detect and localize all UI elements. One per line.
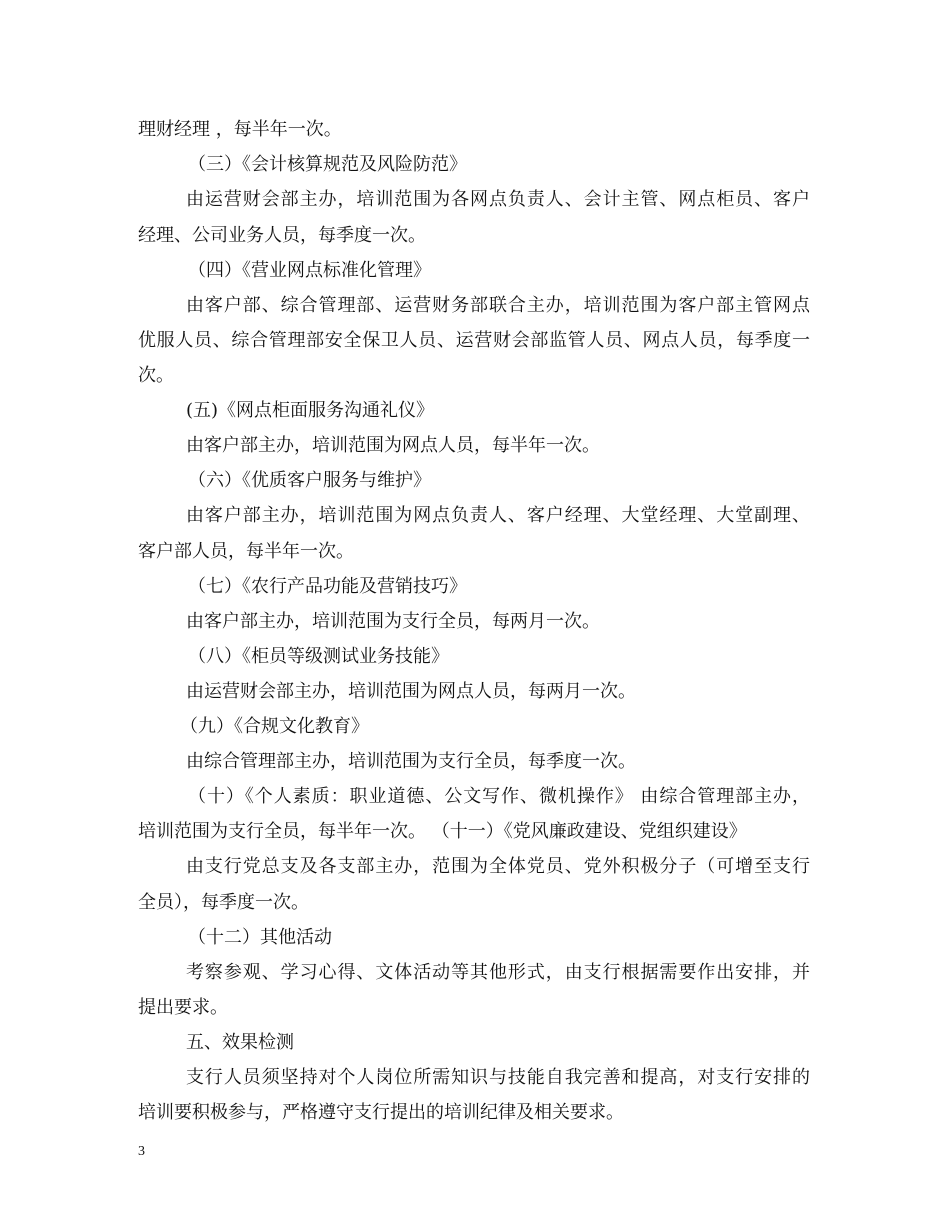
text-line: 由运营财会部主办，培训范围为网点人员，每两月一次。 xyxy=(186,681,636,702)
section-heading: （六）《优质客户服务与维护》 xyxy=(188,470,431,491)
text-line: 提出要求。 xyxy=(138,997,228,1018)
section-heading: （十二）其他活动 xyxy=(188,927,332,948)
section-heading: （七）《农行产品功能及营销技巧》 xyxy=(188,576,467,597)
section-heading: （八）《柜员等级测试业务技能》 xyxy=(188,646,449,667)
text-line: 客户部人员，每半年一次。 xyxy=(138,541,354,562)
text-line: 由客户部主办，培训范围为网点负责人、客户经理、大堂经理、大堂副理、 xyxy=(186,505,810,526)
section-heading: （九）《合规文化教育》 xyxy=(180,716,369,737)
text-line: 培训要积极参与，严格遵守支行提出的培训纪律及相关要求。 xyxy=(138,1102,624,1123)
text-line: 由客户部主办，培训范围为网点人员，每半年一次。 xyxy=(186,435,600,456)
section-heading: 五、效果检测 xyxy=(186,1032,294,1053)
text-line: 由客户部、综合管理部、运营财务部联合主办，培训范围为客户部主管网点 xyxy=(186,295,810,316)
text-line: 由客户部主办，培训范围为支行全员，每两月一次。 xyxy=(186,611,600,632)
text-line: 经理、公司业务人员，每季度一次。 xyxy=(138,225,426,246)
text-line: 理财经理 ，每半年一次。 xyxy=(138,119,342,140)
text-line: 培训范围为支行全员，每半年一次。 （十一）《党风廉政建设、党组织建设》 xyxy=(138,821,747,842)
section-heading: （三）《会计核算规范及风险防范》 xyxy=(188,154,467,175)
text-line: 考察参观、学习心得、文体活动等其他形式，由支行根据需要作出安排，并 xyxy=(186,962,810,983)
text-line: 由运营财会部主办，培训范围为各网点负责人、会计主管、网点柜员、客户 xyxy=(186,189,810,210)
text-line: 次。 xyxy=(138,365,174,386)
section-heading: （四）《营业网点标准化管理》 xyxy=(188,260,431,281)
section-heading: (五)《网点柜面服务沟通礼仪》 xyxy=(186,400,435,421)
text-line: 由支行党总支及各支部主办，范围为全体党员、党外积极分子（可增至支行 xyxy=(186,856,810,877)
page-number: 3 xyxy=(138,1144,145,1159)
text-line: 由综合管理部主办，培训范围为支行全员，每季度一次。 xyxy=(186,751,636,772)
text-line: 优服人员、综合管理部安全保卫人员、运营财会部监管人员、网点人员，每季度一 xyxy=(138,330,810,351)
text-line: 支行人员须坚持对个人岗位所需知识与技能自我完善和提高，对支行安排的 xyxy=(186,1067,810,1088)
text-line: 全员），每季度一次。 xyxy=(138,892,309,913)
text-line: （十）《个人素质：职业道德、公文写作、微机操作》 由综合管理部主办， xyxy=(188,786,810,807)
